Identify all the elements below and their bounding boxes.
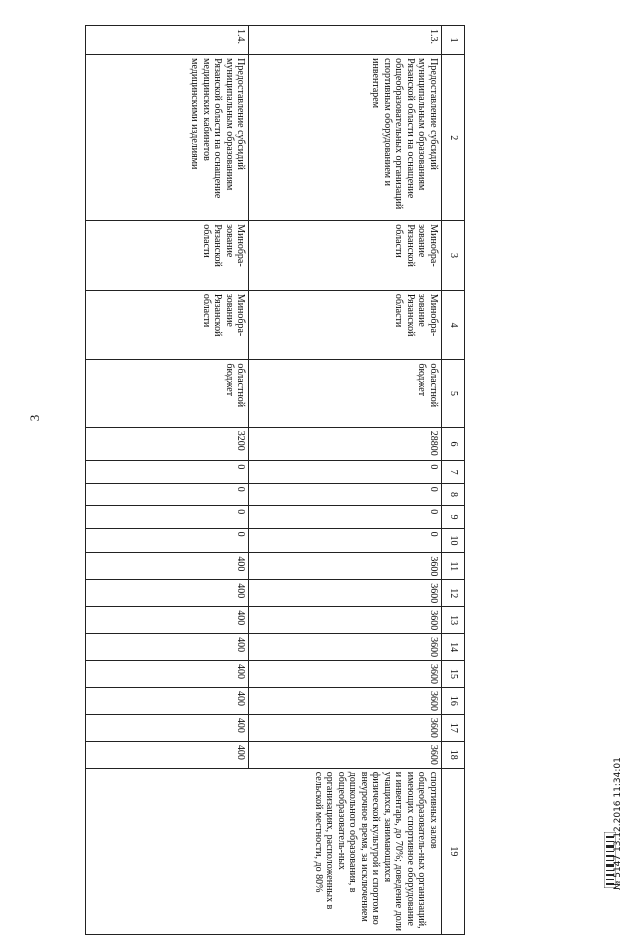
header-row: [442, 26, 465, 935]
row-description: Предоставление субсидий муниципальным образованиям Рязанской области на оснащение медицинских кабинетов медицинскими изделиями: [86, 55, 249, 221]
col-header: 8: [442, 483, 465, 505]
cell-value: 3600: [249, 634, 442, 661]
col-header: 11: [442, 553, 465, 580]
table-row: [249, 26, 442, 935]
cell-value: 400: [86, 661, 249, 688]
cell-value: 3600: [249, 661, 442, 688]
col-header: 9: [442, 506, 465, 528]
cell-value: 0: [249, 528, 442, 553]
cell-value: 3600: [249, 607, 442, 634]
data-table-rotated: [85, 25, 465, 935]
cell-total: 3200: [86, 427, 249, 461]
row-id: 1.4.: [86, 26, 249, 55]
cell-value: 400: [86, 714, 249, 741]
cell-value: 400: [86, 687, 249, 714]
col-header: 4: [442, 290, 465, 360]
cell-value: 400: [86, 607, 249, 634]
page-number: 3: [27, 414, 42, 422]
col-header: 5: [442, 360, 465, 427]
indicator-text-part1: спортивных залов общеобразователь-ных организаций, имеющих спортивное оборудование и инвентарь, до 70%; доведение доли учащихся, занимающихся физической культурой и спортом во: [370, 771, 439, 931]
cell-value: 400: [86, 580, 249, 607]
col-header: 10: [442, 528, 465, 553]
col-header: 3: [442, 221, 465, 291]
cell-value: 400: [86, 741, 249, 768]
row-id: 1.3.: [249, 26, 442, 55]
row-description: Предоставление субсидий муниципальным образованиям Рязанской области на оснащение общеобразовательных организаций спортивным оборудованием и инвентарем: [249, 55, 442, 221]
cell-value: 3600: [249, 687, 442, 714]
cell-value: 0: [86, 461, 249, 483]
col-header: 12: [442, 580, 465, 607]
cell-responsible: Минобра-зование Рязанской области: [86, 221, 249, 291]
cell-coexecutor: Минобра-зование Рязанской области: [249, 290, 442, 360]
cell-value: 400: [86, 553, 249, 580]
program-table: [85, 25, 465, 935]
col-header: 1: [442, 26, 465, 55]
cell-coexecutor: Минобра-зование Рязанской области: [86, 290, 249, 360]
cell-value: 3600: [249, 580, 442, 607]
col-header: 18: [442, 741, 465, 768]
col-header: 7: [442, 461, 465, 483]
cell-total: 28800: [249, 427, 442, 461]
col-header: 6: [442, 427, 465, 461]
cell-value: 0: [249, 483, 442, 505]
cell-value: 0: [86, 483, 249, 505]
document-registration-stamp: № 5147 13.12.2016 11:34:01: [613, 757, 623, 890]
col-header: 15: [442, 661, 465, 688]
cell-value: 3600: [249, 553, 442, 580]
cell-value: 3600: [249, 741, 442, 768]
cell-value: 3600: [249, 714, 442, 741]
col-header: 14: [442, 634, 465, 661]
cell-value: 0: [249, 506, 442, 528]
cell-responsible: Минобра-зование Рязанской области: [249, 221, 442, 291]
cell-value: 400: [86, 634, 249, 661]
col-header: 17: [442, 714, 465, 741]
indicator-text-part2: внеурочное время, за исключением дошкольного образования, в общеобразователь-ных организациях, расположенных в сельской местности, до 80%: [313, 771, 370, 922]
col-header: 2: [442, 55, 465, 221]
cell-value: 0: [86, 506, 249, 528]
cell-value: 0: [249, 461, 442, 483]
cell-funding-source: областной бюджет: [249, 360, 442, 427]
cell-funding-source: областной бюджет: [86, 360, 249, 427]
col-header: 19: [442, 768, 465, 934]
cell-value: 0: [86, 528, 249, 553]
cell-target-indicator: [86, 768, 442, 934]
col-header: 13: [442, 607, 465, 634]
col-header: 16: [442, 687, 465, 714]
